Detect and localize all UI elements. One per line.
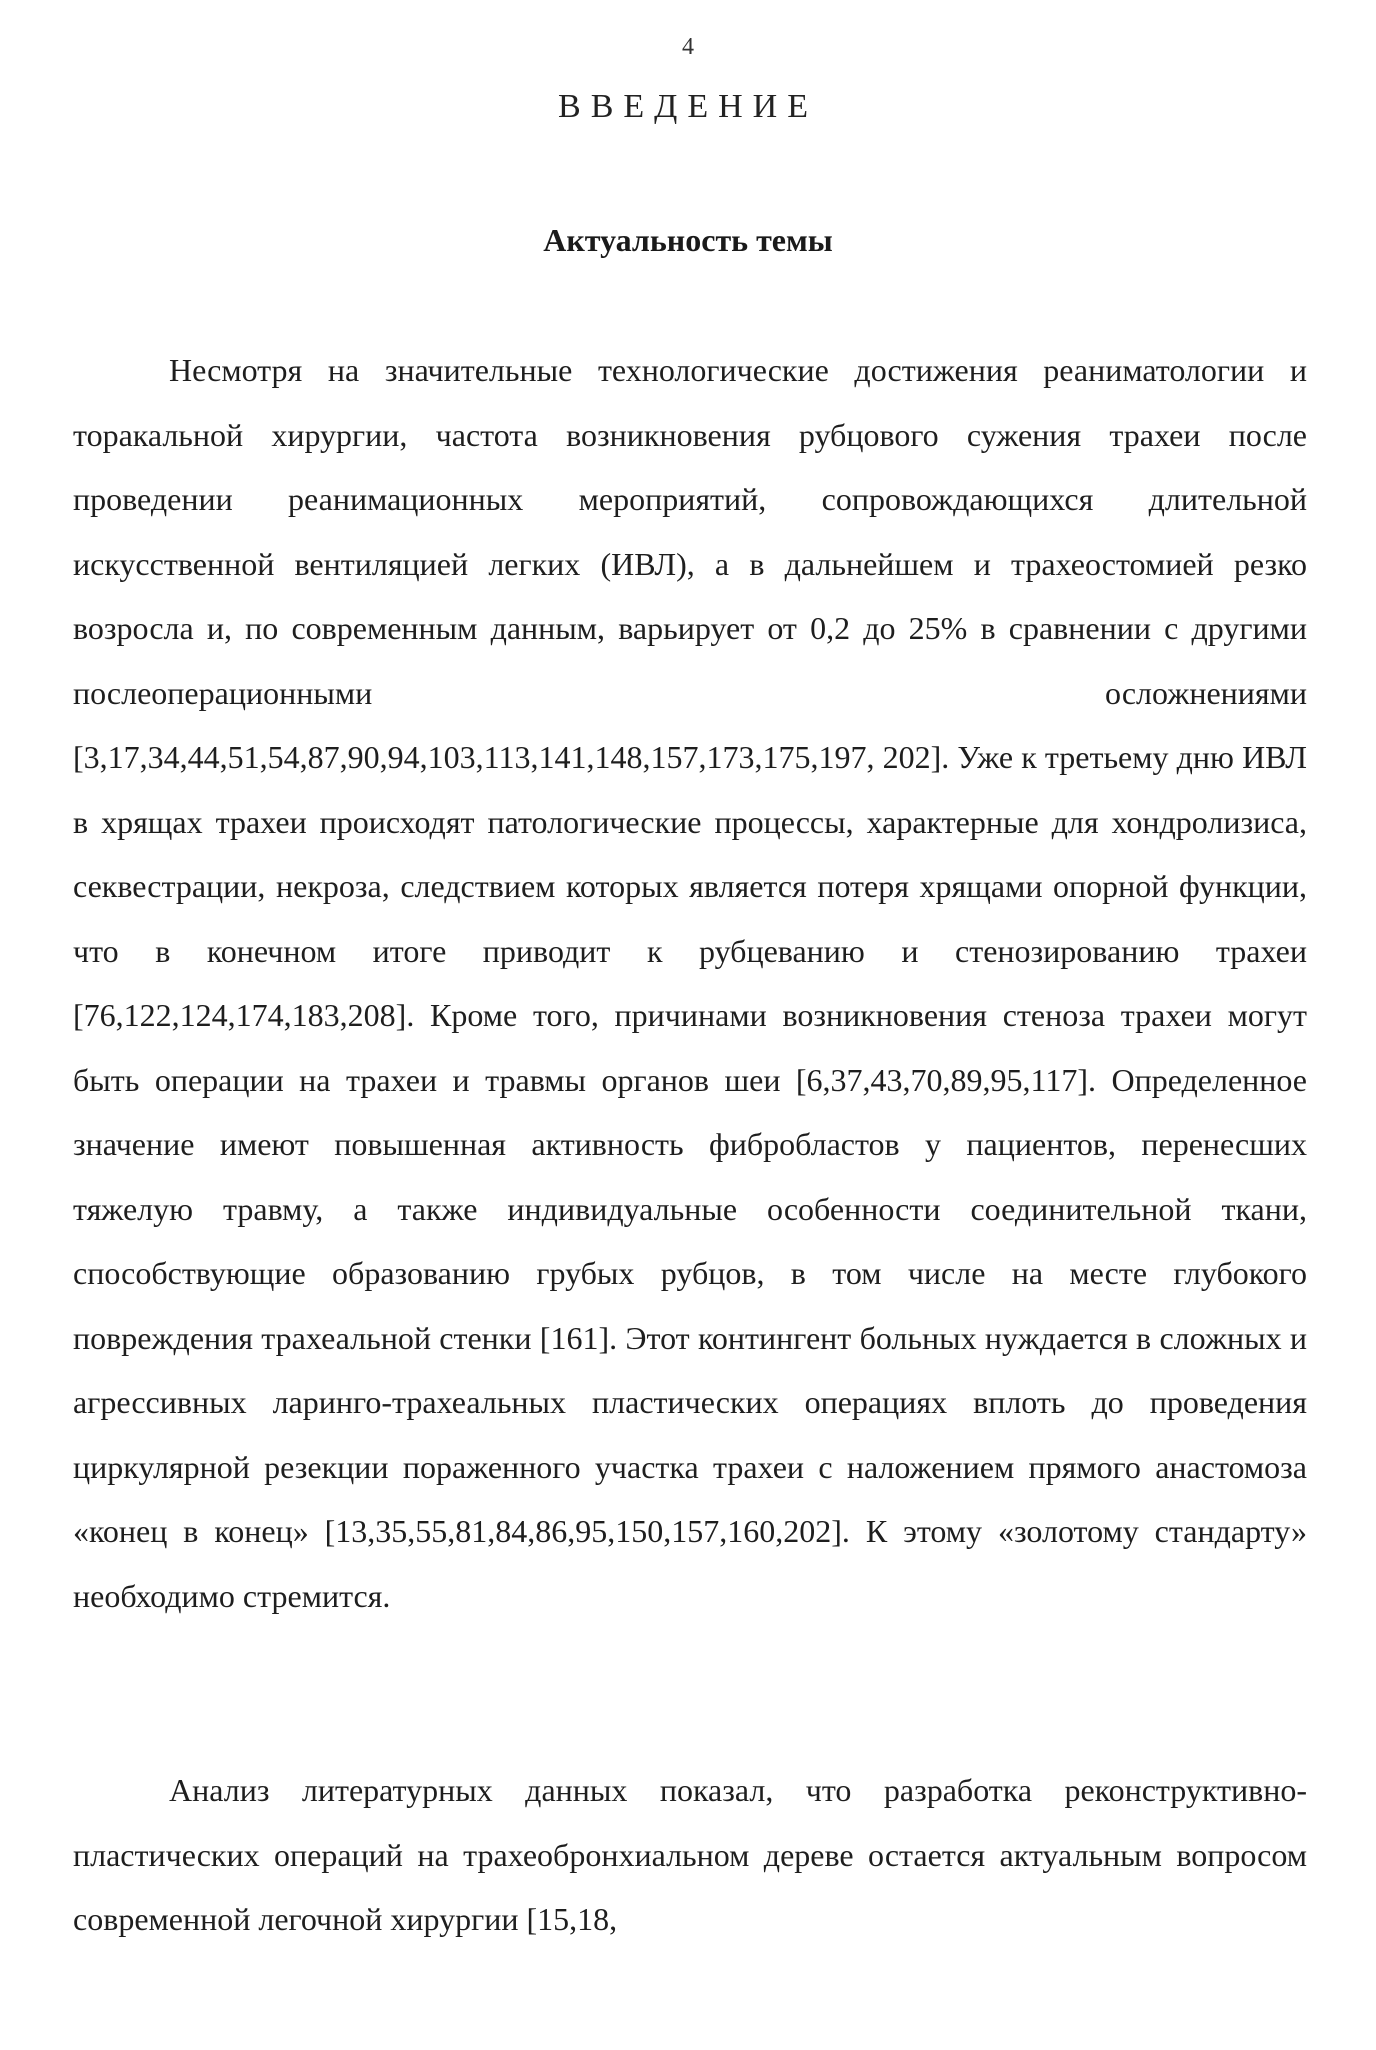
page-number: 4 [682, 34, 694, 60]
paragraph-2: Анализ литературных данных показал, что разработка реконструктивно-пластических операций на трахеобронхиальном дереве остается актуальным вопросом современной легочной хирургии [15,18, [73, 1772, 1307, 1937]
paragraph-1: Несмотря на значительные технологические достижения реаниматологии и торакальной хирургии, частота возникновения рубцового сужения трахеи после проведении реанимационных мероприятий, сопровождающихся длительной искусственной вентиляцией легких (ИВЛ), а в дальнейшем и трахеостомией резко возросла и, по современным данным, варьирует от 0,2 до 25% в сравнении с другими послеоперационными осложнениями [3,17,34,44,51,54,87,90,94,103,113,141,148,157,173,175,197, 202]. Уже к третьему дню ИВЛ в хрящах трахеи происходят патологические процессы, характерные для хондролизиса, секвестрации, некроза, следствием которых является потеря хрящами опорной функции, что в конечном итоге приводит к рубцеванию и стенозированию трахеи [76,122,124,174,183,208]. Кроме того, причинами возникновения стеноза трахеи могут быть операции на трахеи и травмы органов шеи [6,37,43,70,89,95,117]. Определенное значение имеют повышенная активность фибробластов у пациентов, перенесших тяжелую травму, а также индивидуальные особенности соединительной ткани, способствующие образованию грубых рубцов, в том числе на месте глубокого повреждения трахеальной стенки [161]. Этот контингент больных нуждается в сложных и агрессивных ларинго-трахеальных пластических операциях вплоть до проведения циркулярной резекции пораженного участка трахеи с наложением прямого анастомоза «конец в конец» [13,35,55,81,84,86,95,150,157,160,202]. К этому «золотому стандарту» необходимо стремится. [73, 352, 1307, 1614]
section-title: Актуальность темы [543, 222, 833, 258]
chapter-title: ВВЕДЕНИЕ [558, 88, 818, 125]
